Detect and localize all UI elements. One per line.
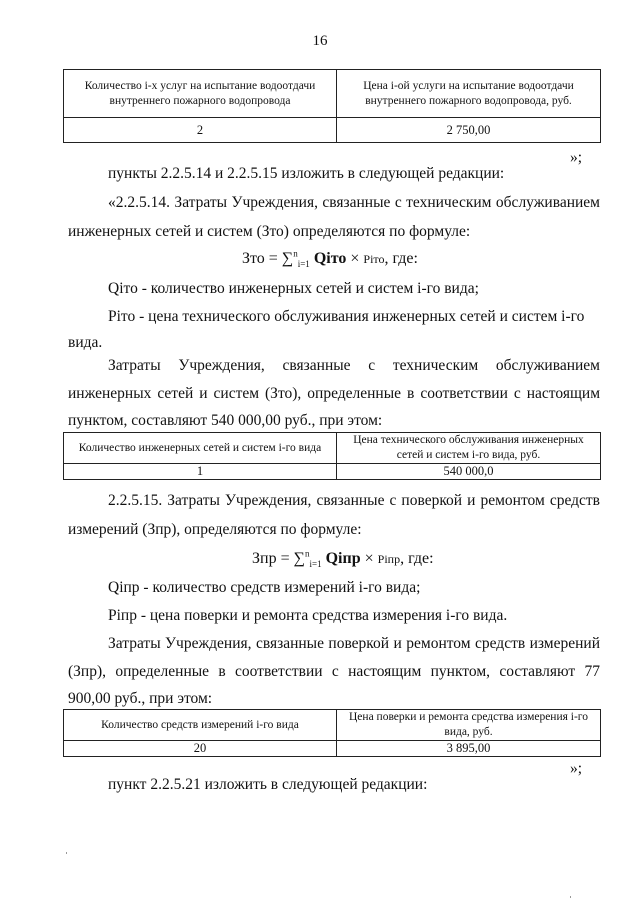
table-header: Цена поверки и ремонта средства измерения i-го вида, руб. [337,710,601,741]
formula-lhs: Зпр [252,550,277,567]
table-header: Количество i-х услуг на испытание водоотдачи внутреннего пожарного водопровода [64,70,337,118]
intro-paragraph: пункты 2.2.5.14 и 2.2.5.15 изложить в следующей редакции: [108,165,505,182]
cost-paragraph-line: пунктом, составляют 540 000,00 руб., при этом: [68,412,383,429]
formula-tail: , где: [384,250,418,267]
formula-q: Qiпр [325,550,361,567]
formula-eq: = [276,550,294,567]
cost-paragraph-line: (Зпр), определенные в соответствии с настоящим пунктом, составляют 77 [68,663,600,680]
sum-symbol: ∑ [281,250,294,267]
definition-q: Qiпр - количество средств измерений i-го вида; [108,579,421,596]
table-cell: 2 750,00 [337,118,601,143]
cost-paragraph-line: Затраты Учреждения, связанные с техническим обслуживанием [108,357,600,374]
engineering-networks-table [63,432,601,480]
table-cell: 20 [64,741,337,757]
table-header: Цена технического обслуживания инженерных сетей и систем i-го вида, руб. [337,433,601,464]
definition-p: Piпр - цена поверки и ремонта средства измерения i-го вида. [108,607,508,624]
formula-tail: , где: [400,550,434,567]
water-test-table [63,69,601,143]
sum-upper: n [305,548,310,559]
paragraph-line: инженерных сетей и систем (Зто) определяются по формуле: [68,223,471,240]
cost-paragraph-line: 900,00 руб., при этом: [68,690,213,707]
definition-p: Piто - цена технического обслуживания инженерных сетей и систем i-го [108,308,585,325]
formula-times: × [360,550,378,567]
table-header: Количество средств измерений i-го вида [64,710,337,741]
formula-p: Piто [363,252,385,266]
paragraph-line: измерений (Зпр), определяются по формуле: [68,521,362,538]
definition-q: Qiто - количество инженерных сетей и систем i-го вида; [108,280,479,297]
formula-times: × [346,250,364,267]
formula-q: Qiто [313,250,347,267]
cost-paragraph-line: инженерных сетей и систем (Зто), определенные в соответствии с настоящим [68,385,600,402]
closing-quote: »; [570,149,583,166]
sum-upper: n [293,248,298,259]
paragraph-line: 2.2.5.15. Затраты Учреждения, связанные с поверкой и ремонтом средств [108,492,600,509]
table-cell: 540 000,0 [337,464,601,480]
table-header: Цена i-ой услуги на испытание водоотдачи внутреннего пожарного водопровода, руб. [337,70,601,118]
sum-symbol: ∑ [293,550,306,567]
formula-eq: = [264,250,282,267]
table-cell: 1 [64,464,337,480]
scan-speck [570,896,571,898]
measuring-instruments-table [63,709,601,757]
formula-zto [242,250,418,268]
formula-lhs: Зто [242,250,265,267]
table-cell: 3 895,00 [337,741,601,757]
table-header: Количество инженерных сетей и систем i-го вида [64,433,337,464]
cost-paragraph-line: Затраты Учреждения, связанные поверкой и ремонтом средств измерений [108,635,600,652]
table-cell: 2 [64,118,337,143]
scan-speck [66,852,67,854]
formula-p: Piпр [377,552,401,566]
formula-zpr [252,550,434,568]
definition-p-cont: вида. [68,334,103,351]
page-number: 16 [312,33,328,49]
paragraph-line: «2.2.5.14. Затраты Учреждения, связанные с техническим обслуживанием [108,194,600,211]
sum-lower: i=1 [309,559,322,570]
sum-lower: i=1 [297,259,310,270]
closing-quote: »; [570,760,583,777]
final-paragraph: пункт 2.2.5.21 изложить в следующей редакции: [108,776,428,793]
